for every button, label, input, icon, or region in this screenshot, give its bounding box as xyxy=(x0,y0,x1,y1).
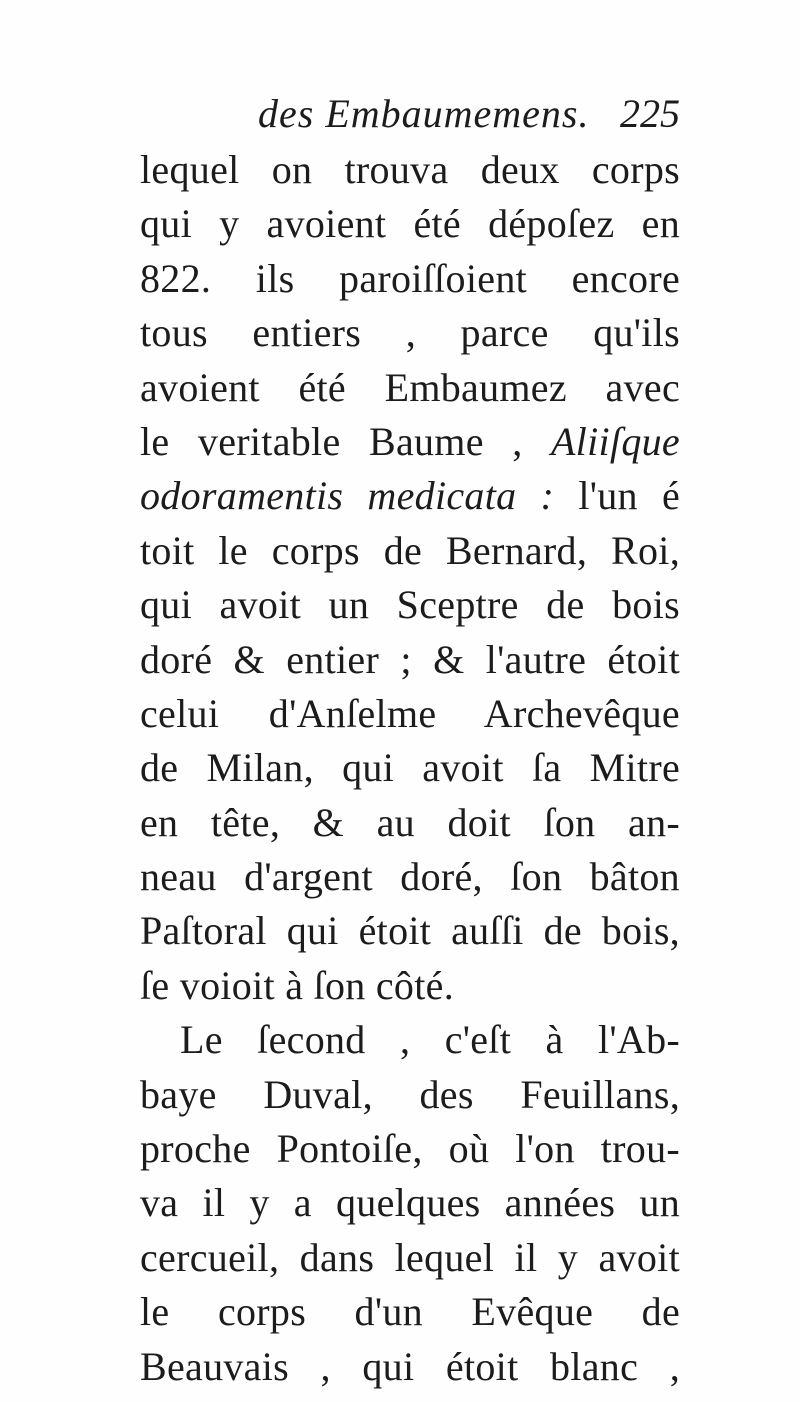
latin-phrase: Aliiſque xyxy=(550,418,680,464)
text-segment: le veritable Baume , xyxy=(140,418,523,464)
text-line: Paſtoral qui étoit auſſi de bois, xyxy=(140,908,680,954)
text-line: cercueil, dans lequel il y avoit xyxy=(140,1234,680,1280)
text-line: neau d'argent doré, ſon bâton xyxy=(140,854,680,900)
text-line: en tête, & au doit ſon an- xyxy=(140,799,680,845)
text-line: le corps d'un Evêque de xyxy=(140,1289,680,1335)
text-line: de Milan, qui avoit ſa Mitre xyxy=(140,745,680,791)
text-line: 822. ils paroiſſoient encore xyxy=(140,255,680,301)
text-segment: l'un é xyxy=(578,473,681,519)
text-line: tous entiers , parce qu'ils xyxy=(140,310,680,356)
body-text xyxy=(140,143,680,1394)
text-line: baye Duval, des Feuillans, xyxy=(140,1071,680,1117)
text-line: toit le corps de Bernard, Roi, xyxy=(140,527,680,573)
text-line: va il y a quelques années un xyxy=(140,1180,680,1226)
page-number: 225 xyxy=(620,91,680,136)
text-line: ſe voioit à ſon côté. xyxy=(140,962,454,1008)
text-line: avoient été Embaumez avec xyxy=(140,364,680,410)
text-line: lequel on trouva deux corps xyxy=(140,147,680,192)
text-line: Le ſecond , c'eſt à l'Ab- xyxy=(180,1017,680,1063)
running-head xyxy=(140,90,680,150)
text-line: celui d'Anſelme Archevêque xyxy=(140,690,680,736)
text-line: proche Pontoiſe, où l'on trou- xyxy=(140,1126,680,1172)
running-title: des Embaumemens. xyxy=(258,91,590,136)
text-line xyxy=(140,415,680,469)
text-line: doré & entier ; & l'autre étoit xyxy=(140,636,680,682)
text-line: qui avoit un Sceptre de bois xyxy=(140,582,680,628)
text-line: qui y avoient été dépoſez en xyxy=(140,201,680,247)
text-line: Beauvais , qui étoit blanc , xyxy=(140,1343,680,1389)
latin-phrase: odoramentis medicata : xyxy=(140,473,555,519)
text-line xyxy=(140,469,680,523)
